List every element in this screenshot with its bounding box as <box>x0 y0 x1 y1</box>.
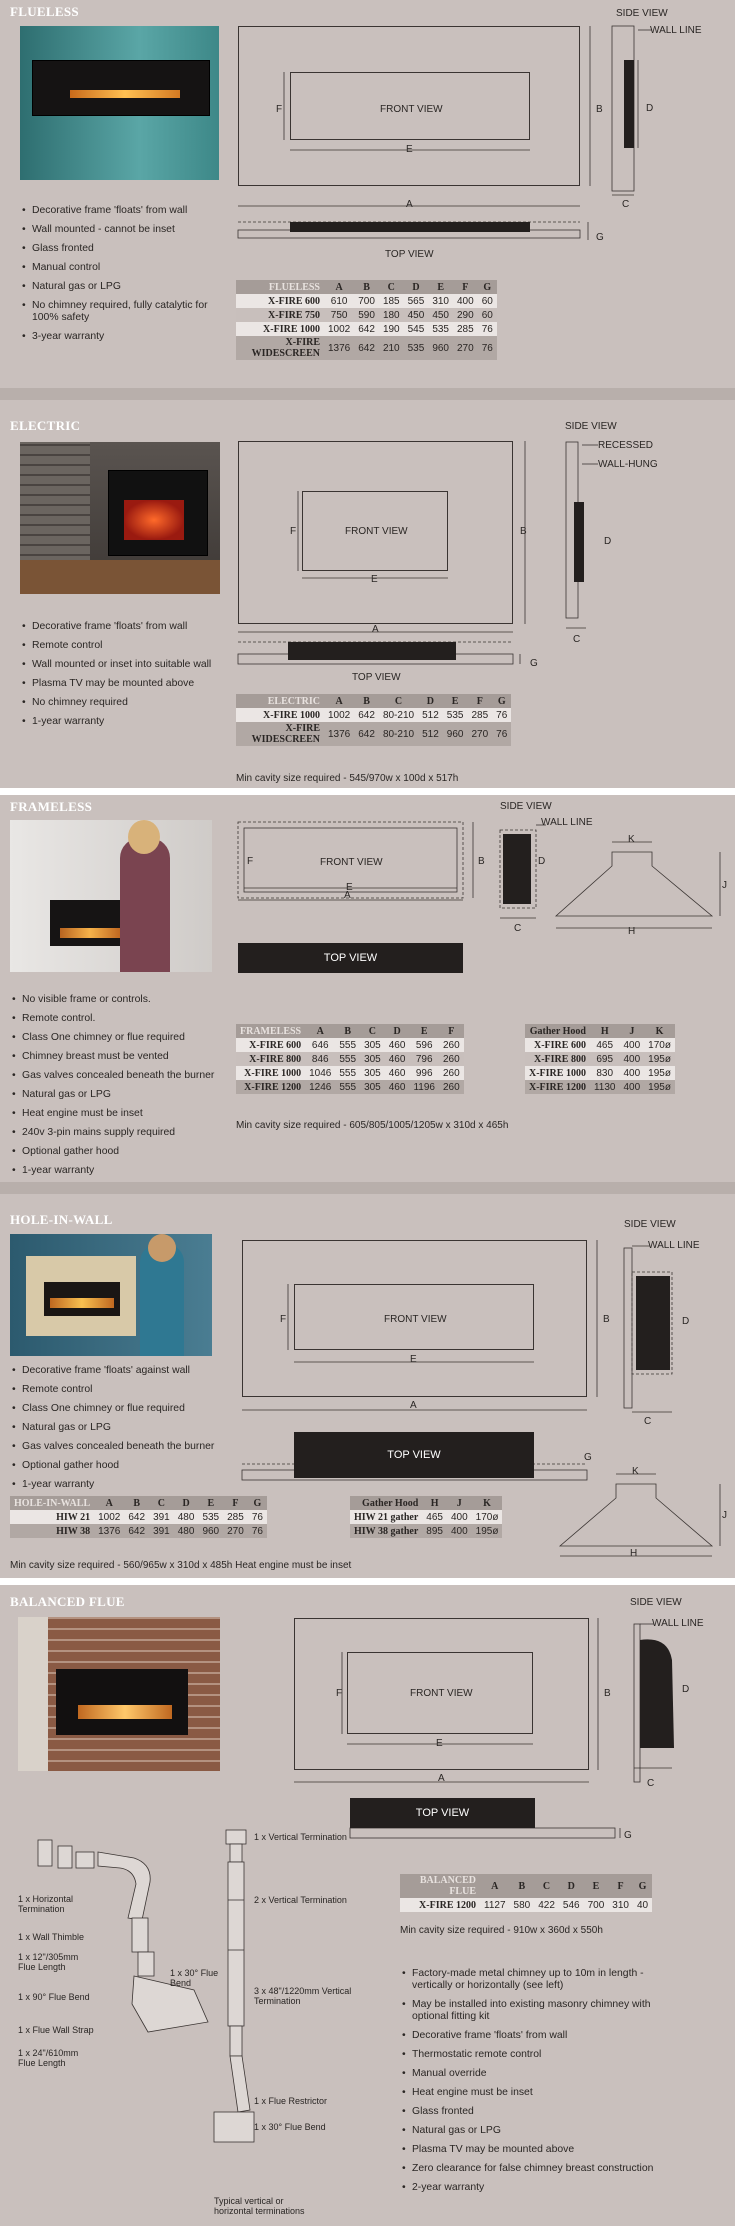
list-item: • Plasma TV may be mounted above <box>402 2144 667 2156</box>
recessed-label: RECESSED <box>598 440 654 451</box>
list-item: • Manual override <box>402 2068 667 2080</box>
electric-cavity-note: Min cavity size required - 545/970w x 100d x 517h <box>236 773 459 784</box>
flue-label: 3 x 48"/1220mm Vertical Termination <box>254 1986 352 2006</box>
flue-label: 1 x 12"/305mm Flue Length <box>18 1952 79 1972</box>
dim-G: G <box>584 1452 592 1463</box>
dim-J: J <box>722 1510 727 1521</box>
flue-label: 1 x Vertical Termination <box>254 1832 347 1842</box>
front-view-label: FRONT VIEW <box>380 104 443 115</box>
list-item: • Decorative frame 'floats' from wall <box>402 2030 667 2042</box>
balanced-spec-table: BALANCED FLUE A B C D E F G X-FIRE 1200 1127 580 422 546 700 310 40 <box>400 1874 652 1912</box>
list-item: • Decorative frame 'floats' from wall <box>22 621 222 633</box>
list-item: • Decorative frame 'floats' against wall <box>12 1365 237 1377</box>
dim-D: D <box>682 1684 690 1695</box>
side-view-label: SIDE VIEW <box>630 1597 682 1608</box>
dim-B: B <box>604 1688 611 1699</box>
dim-F: F <box>336 1688 343 1699</box>
table-row: X-FIRE 1000 830 400 195ø <box>525 1066 675 1080</box>
table-row: X-FIRE 1200 1130 400 195ø <box>525 1080 675 1094</box>
dim-A: A <box>344 890 351 901</box>
table-row: X-FIRE 800 846 555 305 460 796 260 <box>236 1052 464 1066</box>
table-row: X-FIRE 600 646 555 305 460 596 260 <box>236 1038 464 1052</box>
top-view-label: TOP VIEW <box>323 952 378 964</box>
list-item: • 1-year warranty <box>22 716 222 728</box>
frameless-cavity-note: Min cavity size required - 605/805/1005/1205w x 310d x 465h <box>236 1120 509 1131</box>
table-row: HIW 38 gather 895 400 195ø <box>350 1524 502 1538</box>
table-row: X-FIRE 1000 1046 555 305 460 996 260 <box>236 1066 464 1080</box>
list-item: • May be installed into existing masonry chimney with optional fitting kit <box>402 1999 667 2023</box>
side-view-label: SIDE VIEW <box>624 1219 676 1230</box>
flueless-spec-table: FLUELESS A B C D E F G X-FIRE 600 610 700 185 565 310 400 60 X-FIRE 750 750 590 180 450 450 290 60 X-FIRE 1000 1002 642 190 545 535 285 76 X-FIRE WIDESCREEN 1376 642 210 535 960 270 76 <box>236 280 497 360</box>
list-item: • 3-year warranty <box>22 331 212 343</box>
top-view-bar <box>350 1798 535 1828</box>
electric-title: ELECTRIC <box>10 418 81 433</box>
dim-F: F <box>276 104 283 115</box>
dim-E: E <box>436 1738 443 1749</box>
wall-line-label: WALL LINE <box>652 1618 704 1629</box>
table-row: HIW 21 1002 642 391 480 535 285 76 <box>10 1510 267 1524</box>
dim-C: C <box>622 199 630 210</box>
dim-E: E <box>406 144 413 155</box>
flue-label: 1 x Horizontal Termination <box>18 1894 74 1914</box>
dim-B: B <box>478 856 485 867</box>
list-item: • 240v 3-pin mains supply required <box>12 1127 237 1139</box>
dim-K: K <box>628 834 635 845</box>
top-view-label: TOP VIEW <box>387 1449 441 1461</box>
dim-D: D <box>604 536 612 547</box>
dim-A: A <box>438 1773 445 1784</box>
list-item: • Zero clearance for false chimney breast construction <box>402 2163 667 2175</box>
flue-label: 1 x 90° Flue Bend <box>18 1992 90 2002</box>
dim-G: G <box>596 232 604 243</box>
list-item: • 1-year warranty <box>12 1165 237 1177</box>
list-item: • Natural gas or LPG <box>12 1089 237 1101</box>
flue-label: 1 x Flue Restrictor <box>254 2096 328 2106</box>
flue-label: 1 x 30° Flue Bend <box>170 1968 219 1988</box>
table-row: X-FIRE WIDESCREEN 1376 642 80-210 512 960 270 76 <box>236 722 511 746</box>
wall-hung-label: WALL-HUNG <box>598 459 658 470</box>
dim-F: F <box>290 526 297 537</box>
list-item: • No chimney required <box>22 697 222 709</box>
wall-line-label: WALL LINE <box>541 817 593 828</box>
dim-E: E <box>410 1354 417 1365</box>
hiw-spec-table: HOLE-IN-WALL A B C D E F G HIW 21 1002 642 391 480 535 285 76 HIW 38 1376 642 391 480 960 270 76 <box>10 1496 267 1538</box>
list-item: • Class One chimney or flue required <box>12 1032 237 1044</box>
flue-label: 1 x Flue Wall Strap <box>18 2025 94 2035</box>
frameless-hood-table: Gather Hood H J K X-FIRE 600 465 400 170ø X-FIRE 800 695 400 195ø X-FIRE 1000 830 400 195ø X-FIRE 1200 1130 400 195ø <box>525 1024 675 1094</box>
table-row: X-FIRE 600 465 400 170ø <box>525 1038 675 1052</box>
vertical-flue-diagram <box>214 1830 254 2142</box>
flue-label: 2 x Vertical Termination <box>254 1895 347 1905</box>
list-item: • Natural gas or LPG <box>12 1422 237 1434</box>
list-item: • Factory-made metal chimney up to 10m in length - vertically or horizontally (see left) <box>402 1968 667 1992</box>
dim-D: D <box>646 103 654 114</box>
front-view-label: FRONT VIEW <box>345 526 408 537</box>
wall-line-label: WALL LINE <box>648 1240 700 1251</box>
front-view-label: FRONT VIEW <box>320 857 383 868</box>
list-item: • Plasma TV may be mounted above <box>22 678 222 690</box>
list-item: • Gas valves concealed beneath the burner <box>12 1441 237 1453</box>
dim-B: B <box>520 526 527 537</box>
table-row: X-FIRE 1000 1002 642 190 545 535 285 76 <box>236 322 497 336</box>
dim-C: C <box>514 923 522 934</box>
list-item: • Manual control <box>22 262 212 274</box>
hiw-cavity-note: Min cavity size required - 560/965w x 310d x 485h Heat engine must be inset <box>10 1560 352 1571</box>
dim-K: K <box>632 1466 639 1477</box>
list-item: • Remote control <box>12 1384 237 1396</box>
flue-label: 1 x 24"/610mm Flue Length <box>18 2048 79 2068</box>
dim-C: C <box>644 1416 652 1427</box>
dim-G: G <box>530 658 538 669</box>
table-row: X-FIRE 800 695 400 195ø <box>525 1052 675 1066</box>
dim-H: H <box>628 926 636 937</box>
list-item: • Glass fronted <box>402 2106 667 2118</box>
list-item: • Optional gather hood <box>12 1146 237 1158</box>
top-view-label: TOP VIEW <box>385 249 434 260</box>
list-item: • Remote control <box>22 640 222 652</box>
dim-F: F <box>247 856 254 867</box>
side-view-label: SIDE VIEW <box>616 8 668 19</box>
list-item: • Decorative frame 'floats' from wall <box>22 205 212 217</box>
flue-label: 1 x Wall Thimble <box>18 1932 85 1942</box>
list-item: • Chimney breast must be vented <box>12 1051 237 1063</box>
electric-spec-table: ELECTRIC A B C D E F G X-FIRE 1000 1002 642 80-210 512 535 285 76 X-FIRE WIDESCREEN 1376 642 80-210 512 960 270 76 <box>236 694 511 746</box>
table-row: X-FIRE 750 750 590 180 450 450 290 60 <box>236 308 497 322</box>
balanced-title: BALANCED FLUE <box>10 1594 125 1609</box>
dim-D: D <box>538 856 546 867</box>
table-row: X-FIRE 1200 1246 555 305 460 1196 260 <box>236 1080 464 1094</box>
list-item: • Heat engine must be inset <box>12 1108 237 1120</box>
top-view-label: TOP VIEW <box>415 1807 470 1819</box>
table-row: HIW 21 gather 465 400 170ø <box>350 1510 502 1524</box>
dim-B: B <box>603 1314 610 1325</box>
front-view-label: FRONT VIEW <box>410 1688 473 1699</box>
balanced-cavity-note: Min cavity size required - 910w x 360d x 550h <box>400 1925 603 1936</box>
list-item: • Optional gather hood <box>12 1460 237 1472</box>
list-item: • Glass fronted <box>22 243 212 255</box>
table-row: X-FIRE 1000 1002 642 80-210 512 535 285 76 <box>236 708 511 722</box>
list-item: • Heat engine must be inset <box>402 2087 667 2099</box>
list-item: • Class One chimney or flue required <box>12 1403 237 1415</box>
list-item: • Gas valves concealed beneath the burner <box>12 1070 237 1082</box>
list-item: • Thermostatic remote control <box>402 2049 667 2061</box>
list-item: • No visible frame or controls. <box>12 994 237 1006</box>
balanced-bullets <box>402 1968 667 2201</box>
dim-A: A <box>372 624 379 635</box>
list-item: • 2-year warranty <box>402 2182 667 2194</box>
flue-label: 1 x 30° Flue Bend <box>254 2122 326 2132</box>
list-item: • Wall mounted - cannot be inset <box>22 224 212 236</box>
dim-F: F <box>280 1314 287 1325</box>
frameless-spec-table: FRAMELESS A B C D E F X-FIRE 600 646 555 305 460 596 260 X-FIRE 800 846 555 305 460 796 260 X-FIRE 1000 1046 555 305 460 996 260 X-FIRE 1200 1246 555 305 460 1196 260 <box>236 1024 464 1094</box>
dim-J: J <box>722 880 727 891</box>
list-item: • Natural gas or LPG <box>22 281 212 293</box>
dim-A: A <box>410 1400 417 1411</box>
table-row: X-FIRE WIDESCREEN 1376 642 210 535 960 270 76 <box>236 336 497 360</box>
hiw-title: HOLE-IN-WALL <box>10 1212 113 1227</box>
flueless-title: FLUELESS <box>10 4 79 19</box>
dim-C: C <box>573 634 581 645</box>
dim-G: G <box>624 1830 632 1841</box>
dim-E: E <box>371 574 378 585</box>
hiw-hood-table: Gather Hood H J K HIW 21 gather 465 400 170ø HIW 38 gather 895 400 195ø <box>350 1496 502 1538</box>
dim-C: C <box>647 1778 655 1789</box>
side-view-label: SIDE VIEW <box>500 801 552 812</box>
wall-line-label: WALL LINE <box>650 25 702 36</box>
list-item: • Remote control. <box>12 1013 237 1025</box>
front-view-label: FRONT VIEW <box>384 1314 447 1325</box>
dim-A: A <box>406 199 413 210</box>
side-view-label: SIDE VIEW <box>565 421 617 432</box>
list-item: • No chimney required, fully catalytic for 100% safety <box>22 300 212 324</box>
dim-H: H <box>630 1548 638 1559</box>
table-row: X-FIRE 600 610 700 185 565 310 400 60 <box>236 294 497 308</box>
frameless-title: FRAMELESS <box>10 799 93 814</box>
flue-caption: Typical vertical or horizontal terminations <box>214 2196 305 2216</box>
list-item: • 1-year warranty <box>12 1479 237 1491</box>
dim-D: D <box>682 1316 690 1327</box>
dim-B: B <box>596 104 603 115</box>
top-view-label: TOP VIEW <box>352 672 401 683</box>
table-row: X-FIRE 1200 1127 580 422 546 700 310 40 <box>400 1898 652 1912</box>
dim-E: E <box>346 882 353 893</box>
list-item: • Wall mounted or inset into suitable wall <box>22 659 222 671</box>
list-item: • Natural gas or LPG <box>402 2125 667 2137</box>
table-row: HIW 38 1376 642 391 480 960 270 76 <box>10 1524 267 1538</box>
